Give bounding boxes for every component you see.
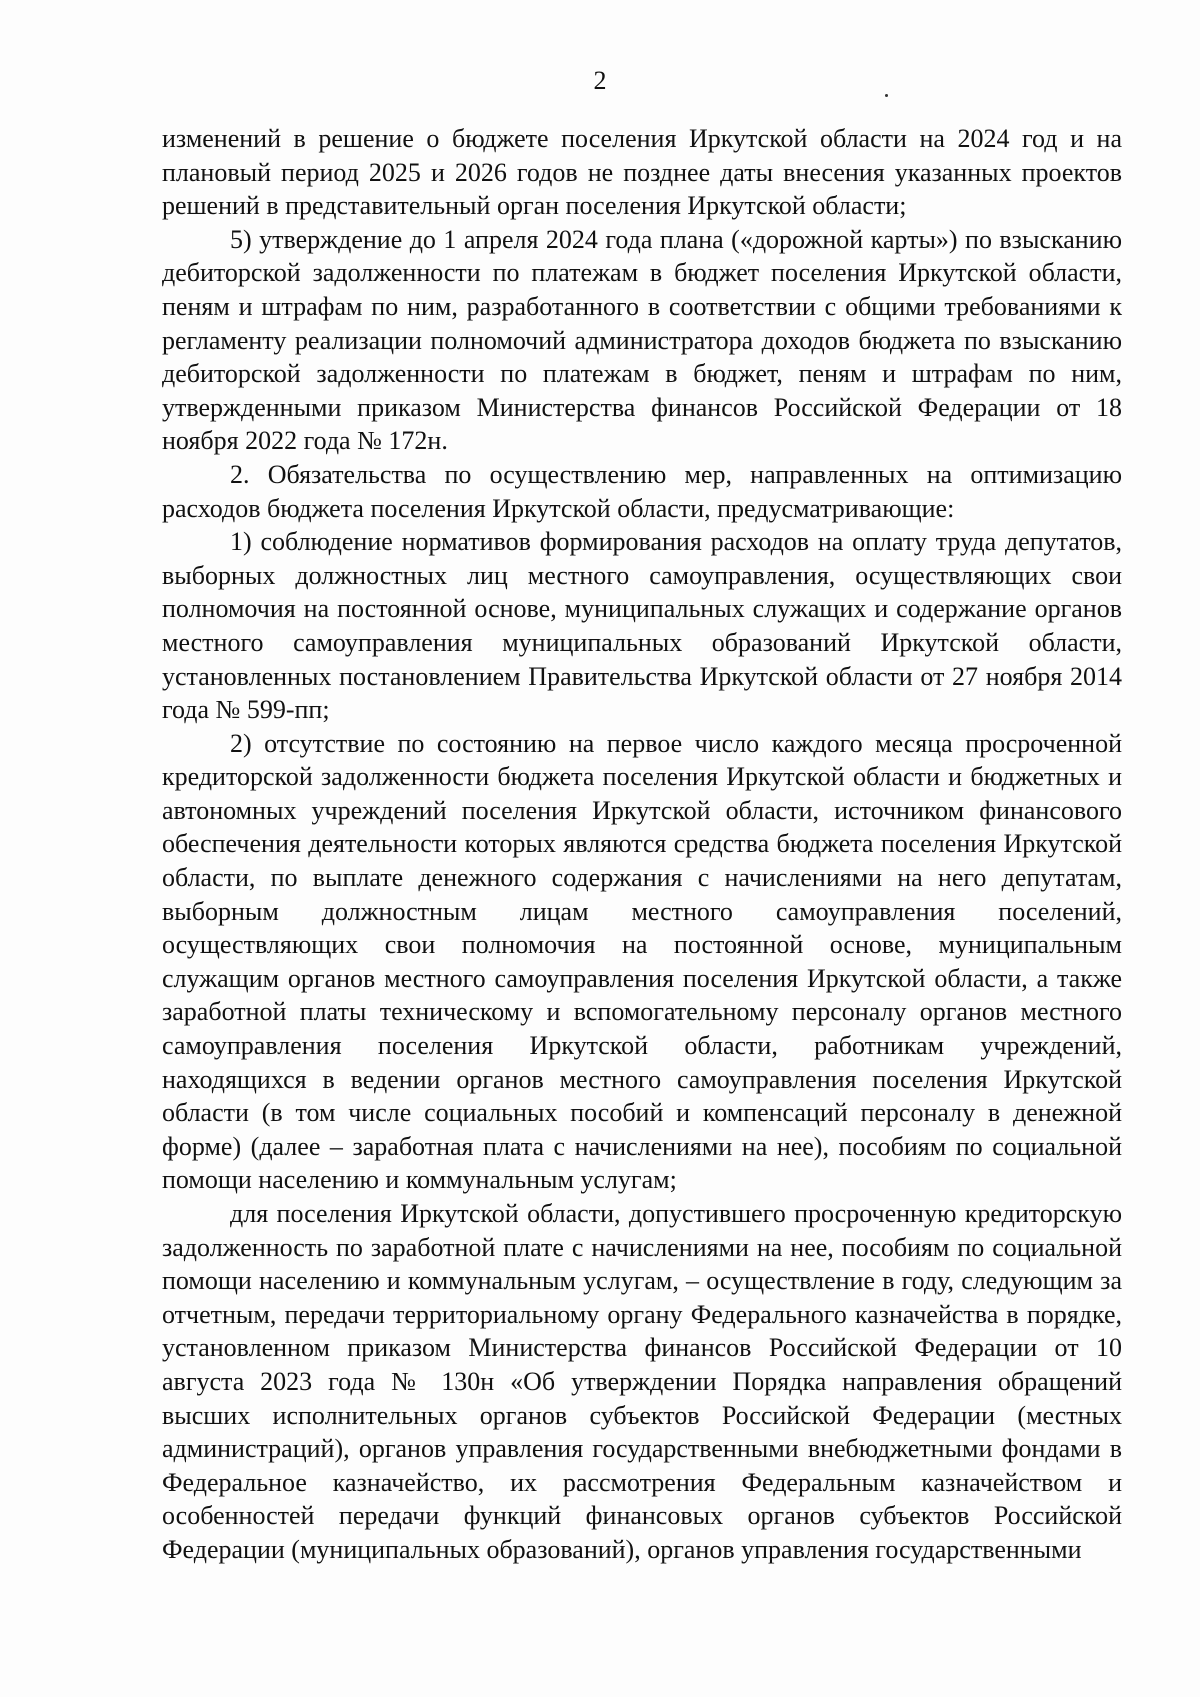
paragraph-continuation: изменений в решение о бюджете поселения Иркутской области на 2024 год и на плановый период 2025 и 2026 годов не позднее даты внесения указанных проектов решений в представительный орган поселения Иркутской области; — [162, 124, 1122, 221]
paragraph-item-2-no-overdue-debt: 2) отсутствие по состоянию на первое число каждого месяца просроченной кредиторской задолженности бюджета поселения Иркутской области и бюджетных и автономных учреждений поселения Иркутской области, источником финансового обеспечения деятельности которых являются средства бюджета поселения Иркутской области, по выплате денежного содержания с начислениями на него депутатам, выборным должностным лицам местного самоуправления поселений, осуществляющих свои полномочия на постоянной основе, муниципальным служащим органов местного самоуправления поселения Иркутской области, а также заработной платы техническому и вспомогательному персоналу органов местного самоуправления поселения Иркутской области, работникам учреждений, находящихся в ведении органов местного самоуправления поселения Иркутской области (в том числе социальных пособий и компенсаций персоналу в денежной форме) (далее – заработная плата с начислениями на нее), пособиям по социальной помощи населению и коммунальным услугам; — [162, 728, 1122, 1195]
paragraph-overdue-debt-consequence: для поселения Иркутской области, допустившего просроченную кредиторскую задолженность по заработной плате с начислениями на нее, пособиям по социальной помощи населению и коммунальным услугам, – осуществление в году, следующим за отчетным, передачи территориальному органу Федерального казначейства в порядке, установленном приказом Министерства финансов Российской Федерации от 10 августа 2023 года № 130н «Об утверждении Порядка направления обращений высших исполнительных органов субъектов Российской Федерации (местных администраций), органов управления государственными внебюджетными фондами в Федеральное казначейство, их рассмотрения Федеральным казначейством и особенностей передачи функций финансовых органов субъектов Российской Федерации (муниципальных образований), органов управления государственными — [162, 1199, 1122, 1564]
scan-speck — [885, 94, 888, 97]
document-body — [162, 122, 1122, 1567]
paragraph-item-1-salary-standards: 1) соблюдение нормативов формирования расходов на оплату труда депутатов, выборных должностных лиц местного самоуправления, осуществляющих свои полномочия на постоянной основе, муниципальных служащих и содержание органов местного самоуправления муниципальных образований Иркутской области, установленных постановлением Правительства Иркутской области от 27 ноября 2014 года № 599-пп; — [162, 527, 1122, 725]
paragraph-section-2-heading: 2. Обязательства по осуществлению мер, направленных на оптимизацию расходов бюджета поселения Иркутской области, предусматривающие: — [162, 459, 1122, 523]
paragraph-item-5-debt-recovery-plan: 5) утверждение до 1 апреля 2024 года плана («дорожной карты») по взысканию дебиторской задолженности по платежам в бюджет поселения Иркутской области, пеням и штрафам по ним, разработанного в соответствии с общими требованиями к регламенту реализации полномочий администратора доходов бюджета по взысканию дебиторской задолженности по платежам в бюджет, пеням и штрафам по ним, утвержденными приказом Министерства финансов Российской Федерации от 18 ноября 2022 года № 172н. — [162, 224, 1122, 456]
page-number: 2 — [593, 66, 607, 95]
